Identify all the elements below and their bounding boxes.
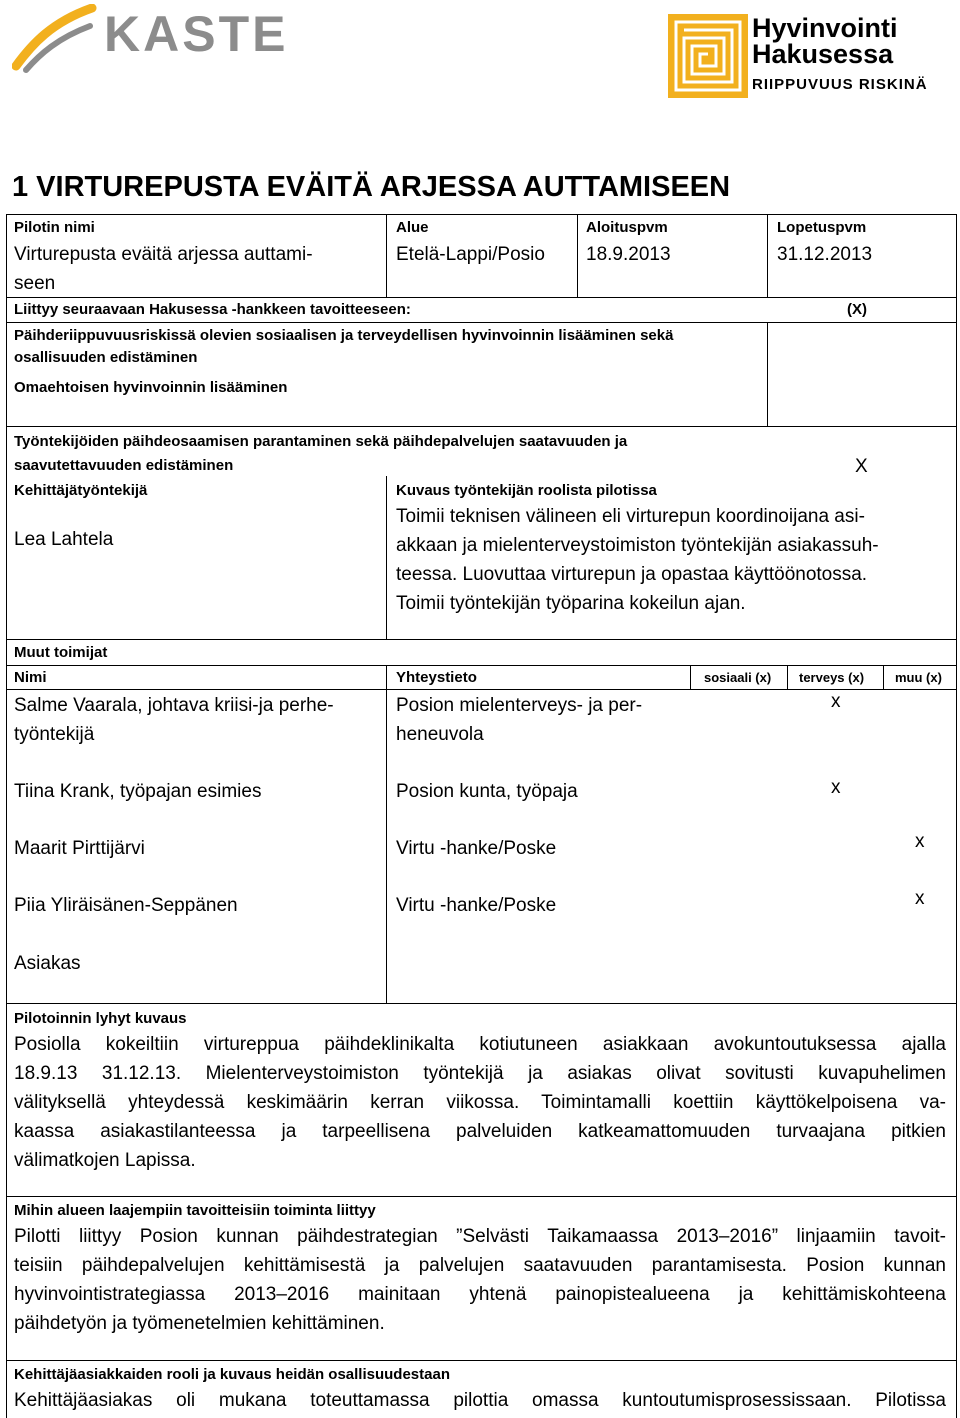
grid-line [6,689,957,690]
broader-goals-line-4: päihdetyön ja työmenetelmien kehittäminen. [14,1313,385,1334]
end-date-label: Lopetuspvm [777,219,867,236]
pilot-name-line2: seen [14,273,56,294]
hyvinvointi-hakusessa-logo [668,14,948,98]
goal-3-line1: Työntekijöiden päihdeosaamisen parantaminen sekä päihdepalvelujen saatavuuden ja [14,433,628,450]
developer-label: Kehittäjätyöntekijä [14,482,148,499]
broader-goals-line-2: teisiin päihdepalvelujen kehittämisestä ja palvelujen saatavuuden parantamisesta. Posion kunnan [14,1255,946,1276]
goal-3-mark: X [855,456,868,477]
actor-2-name: Tiina Krank, työpajan esimies [14,781,262,802]
actor-3-name: Maarit Pirttijärvi [14,838,145,859]
grid-line [690,665,691,689]
grid-line [6,297,957,298]
grid-line [6,214,7,1418]
grid-line [386,214,387,297]
kaste-swoosh-icon [12,4,98,74]
grid-line [956,214,957,1418]
client-role-line-1: Kehittäjäasiakas oli mukana toteuttamassa pilottia omassa kuntoutumisprosessissaan. Pilotissa [14,1390,946,1411]
actor-2-contact: Posion kunta, työpaja [396,781,578,802]
grid-line [386,476,387,639]
other-actors-label: Muut toimijat [14,644,108,661]
actor-1-contact-line2: heneuvola [396,724,484,745]
summary-line-2: 18.9.13 31.12.13. Mielenterveystoimiston työntekijä ja asiakas olivat sovitusti kuvapuhelimen [14,1063,946,1084]
broader-goals-label: Mihin alueen laajempiin tavoitteisiin toiminta liittyy [14,1202,376,1219]
summary-label: Pilotoinnin lyhyt kuvaus [14,1010,187,1027]
grid-line [6,214,957,215]
kaste-logo [12,4,289,74]
page-title: 1 VIRTUREPUSTA EVÄITÄ ARJESSA AUTTAMISEEN [12,171,731,203]
start-date-label: Aloituspvm [586,219,668,236]
grid-line [883,665,884,689]
grid-line [6,639,957,640]
area-value: Etelä-Lappi/Posio [396,244,545,265]
client-role-label: Kehittäjäasiakkaiden rooli ja kuvaus heidän osallisuudestaan [14,1366,450,1383]
pilot-name-line1: Virturepusta eväitä arjessa auttami- [14,244,313,265]
area-label: Alue [396,219,429,236]
actor-1-name-line1: Salme Vaarala, johtava kriisi-ja perhe- [14,695,334,716]
goal-1-line2: osallisuuden edistäminen [14,349,198,366]
grid-line [6,1003,957,1004]
goal-3-line2: saavutettavuuden edistäminen [14,457,234,474]
broader-goals-text [14,1222,946,1338]
grid-line [6,426,957,427]
summary-line-4: kaassa asiakastilanteessa ja tarpeellisena palveluiden katkeamattomuuden turvaajana pitkien [14,1121,946,1142]
end-date-value: 31.12.2013 [777,244,873,265]
kaste-logo-text: KASTE [104,6,289,62]
broader-goals-line-3: hyvinvointistrategiassa 2013–2016 mainitaan yhtenä painopistealueena ja kehittämiskohteena [14,1284,946,1305]
grid-line [767,322,768,426]
actor-4-other-mark: x [915,888,925,909]
role-line-1: Toimii teknisen välineen eli virturepun koordinoijana asi- [396,506,865,527]
goals-header-mark: (X) [847,301,867,318]
grid-line [386,665,387,1003]
goals-header: Liittyy seuraavaan Hakusessa -hankkeen tavoitteeseen: [14,301,411,318]
col-contact-header: Yhteystieto [396,669,477,686]
summary-line-1: Posiolla kokeiltiin virtureppua päihdeklinikalta kotiutuneen asiakkaan avokuntoutuksessa ajalla [14,1034,946,1055]
goal-1-line1: Päihderiippuvuusriskissä olevien sosiaalisen ja terveydellisen hyvinvoinnin lisääminen sekä [14,327,674,344]
start-date-value: 18.9.2013 [586,244,671,265]
grid-line [787,665,788,689]
actor-4-contact: Virtu -hanke/Poske [396,895,557,916]
summary-text [14,1030,946,1175]
goal-2: Omaehtoisen hyvinvoinnin lisääminen [14,379,288,396]
maze-logo-icon [668,14,748,98]
role-line-3: teessa. Luovuttaa virturepun ja opastaa käyttöönotossa. [396,564,868,585]
logo-line-hakusessa: Hakusessa [752,39,894,69]
actor-2-health-mark: x [831,777,841,798]
role-line-4: Toimii työntekijän työparina kokeilun ajan. [396,593,746,614]
grid-line [6,665,957,666]
actor-3-other-mark: x [915,831,925,852]
col-other-header: muu (x) [895,670,942,685]
logo-line-riippuvuus: RIIPPUVUUS RISKINÄ [752,76,928,93]
actor-4-name: Piia Yliräisänen-Seppänen [14,895,238,916]
grid-line [6,1360,957,1361]
summary-line-3: välityksellä yhteydessä keskimäärin kerran viikossa. Toimintamalli koettiin käyttökelpoisena va- [14,1092,946,1113]
col-name-header: Nimi [14,669,47,686]
grid-line [6,1196,957,1197]
role-label: Kuvaus työntekijän roolista pilotissa [396,482,657,499]
col-health-header: terveys (x) [799,670,865,685]
actor-1-health-mark: x [831,691,841,712]
actor-1-contact-line1: Posion mielenterveys- ja per- [396,695,643,716]
role-line-2: akkaan ja mielenterveystoimiston työntekijän asiakassuh- [396,535,879,556]
pilot-name-label: Pilotin nimi [14,219,95,236]
grid-line [577,214,578,297]
grid-line [6,322,957,323]
summary-line-5: välimatkojen Lapissa. [14,1150,196,1171]
client-label: Asiakas [14,953,81,974]
developer-name: Lea Lahtela [14,529,114,550]
col-social-header: sosiaali (x) [704,670,772,685]
actor-3-contact: Virtu -hanke/Poske [396,838,557,859]
grid-line [767,214,768,297]
logo-line-hyvinvointi: Hyvinvointi [752,13,898,43]
actor-1-name-line2: työntekijä [14,724,95,745]
broader-goals-line-1: Pilotti liittyy Posion kunnan päihdestrategian ”Selvästi Taikamaassa 2013–2016” linjaamiin tavoit- [14,1226,946,1247]
